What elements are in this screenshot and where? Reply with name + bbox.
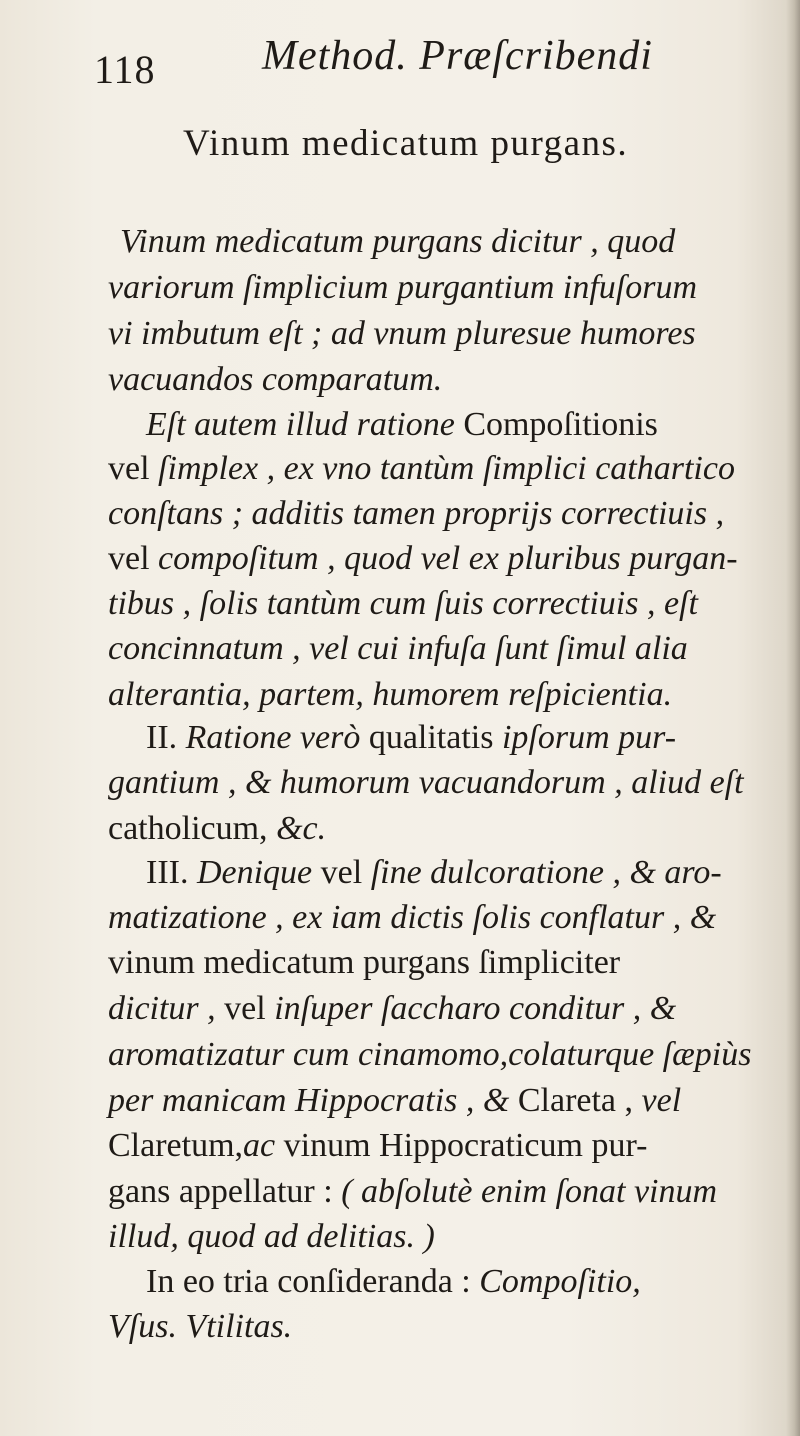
text-segment: qualitatis: [368, 719, 502, 756]
text-segment: vel: [641, 1082, 682, 1119]
text-line: [108, 1035, 751, 1075]
text-segment: vinum Hippocraticum pur-: [283, 1127, 648, 1164]
text-segment: Compoſitio,: [479, 1263, 641, 1300]
text-segment: tibus , ſolis tantùm cum ſuis correctiuis , eſt: [108, 585, 698, 622]
text-segment: ( abſolutè enim ſonat vinum: [341, 1173, 718, 1210]
text-segment: conſtans ; additis tamen proprijs correctiuis ,: [108, 495, 725, 532]
text-segment: Denique: [196, 854, 321, 891]
text-line: [108, 1081, 681, 1121]
text-segment: matizatione , ex iam dictis ſolis conflatur , &: [108, 899, 717, 936]
text-line: [108, 1126, 647, 1166]
text-line: [108, 449, 735, 489]
text-line: [146, 405, 658, 445]
text-segment: ac: [243, 1127, 284, 1164]
text-segment: Ratione verò: [185, 719, 369, 756]
text-segment: Eſt autem illud ratione: [146, 406, 464, 443]
text-segment: gans appellatur :: [108, 1173, 342, 1210]
text-segment: inſuper ſaccharo conditur , &: [274, 990, 677, 1027]
text-segment: concinnatum , vel cui infuſa ſunt ſimul alia: [108, 630, 688, 667]
text-line: [108, 584, 698, 624]
text-segment: vacuandos comparatum.: [108, 361, 443, 398]
text-line: [108, 539, 738, 579]
text-segment: vel: [320, 854, 371, 891]
text-segment: Clareta ,: [517, 1082, 642, 1119]
text-segment: Compoſitionis: [463, 406, 658, 443]
text-segment: ipſorum pur-: [501, 719, 677, 756]
section-title: Vinum medicatum purgans.: [183, 123, 629, 164]
text-segment: vel: [108, 450, 159, 487]
text-segment: ſimplex , ex vno tantùm ſimplici cathartico: [158, 450, 735, 487]
text-segment: vel: [108, 540, 159, 577]
text-line: [108, 360, 442, 400]
text-segment: vi imbutum eſt ; ad vnum pluresue humores: [108, 315, 696, 352]
text-line: [108, 494, 724, 534]
text-line: [146, 853, 722, 893]
text-line: [108, 268, 697, 308]
text-segment: vel: [224, 990, 275, 1027]
text-segment: Vinum medicatum purgans dicitur , quod: [120, 223, 676, 260]
text-line: [108, 314, 696, 354]
text-segment: Vſus. Vtilitas.: [108, 1308, 293, 1345]
text-line: [146, 1262, 641, 1302]
text-segment: compoſitum , quod vel ex pluribus purgan-: [158, 540, 738, 577]
text-line: [108, 898, 716, 938]
text-segment: vinum medicatum purgans ſimpliciter: [108, 944, 621, 981]
text-segment: gantium , & humorum vacuandorum , aliud eſt: [108, 764, 744, 801]
text-segment: aromatizatur cum cinamomo,colaturque ſæpiùs: [108, 1036, 752, 1073]
text-segment: variorum ſimplicium purgantium infuſorum: [108, 269, 698, 306]
text-segment: per manicam Hippocratis , &: [108, 1082, 518, 1119]
text-segment: &c.: [276, 810, 327, 847]
running-head: Method. Præſcribendi: [262, 33, 653, 79]
text-line: [108, 675, 672, 715]
text-segment: illud, quod ad delitias. ): [108, 1218, 435, 1255]
text-line: [108, 1307, 292, 1347]
text-line: [146, 718, 676, 758]
text-line: [108, 763, 744, 803]
text-segment: dicitur ,: [108, 990, 225, 1027]
text-line: [108, 809, 326, 849]
page-number: 118: [94, 47, 156, 92]
text-segment: In eo tria conſideranda :: [146, 1263, 480, 1300]
text-segment: III.: [146, 854, 197, 891]
text-line: [120, 222, 675, 262]
text-segment: ſine dulcoratione , & aro-: [370, 854, 722, 891]
text-segment: alterantia, partem, humorem reſpicientia.: [108, 676, 673, 713]
text-line: [108, 629, 688, 669]
text-line: [108, 1172, 717, 1212]
text-segment: catholicum,: [108, 810, 277, 847]
text-segment: Claretum,: [108, 1127, 244, 1164]
text-line: [108, 989, 676, 1029]
text-line: [108, 1217, 435, 1257]
text-segment: II.: [146, 719, 186, 756]
text-line: [108, 943, 620, 983]
